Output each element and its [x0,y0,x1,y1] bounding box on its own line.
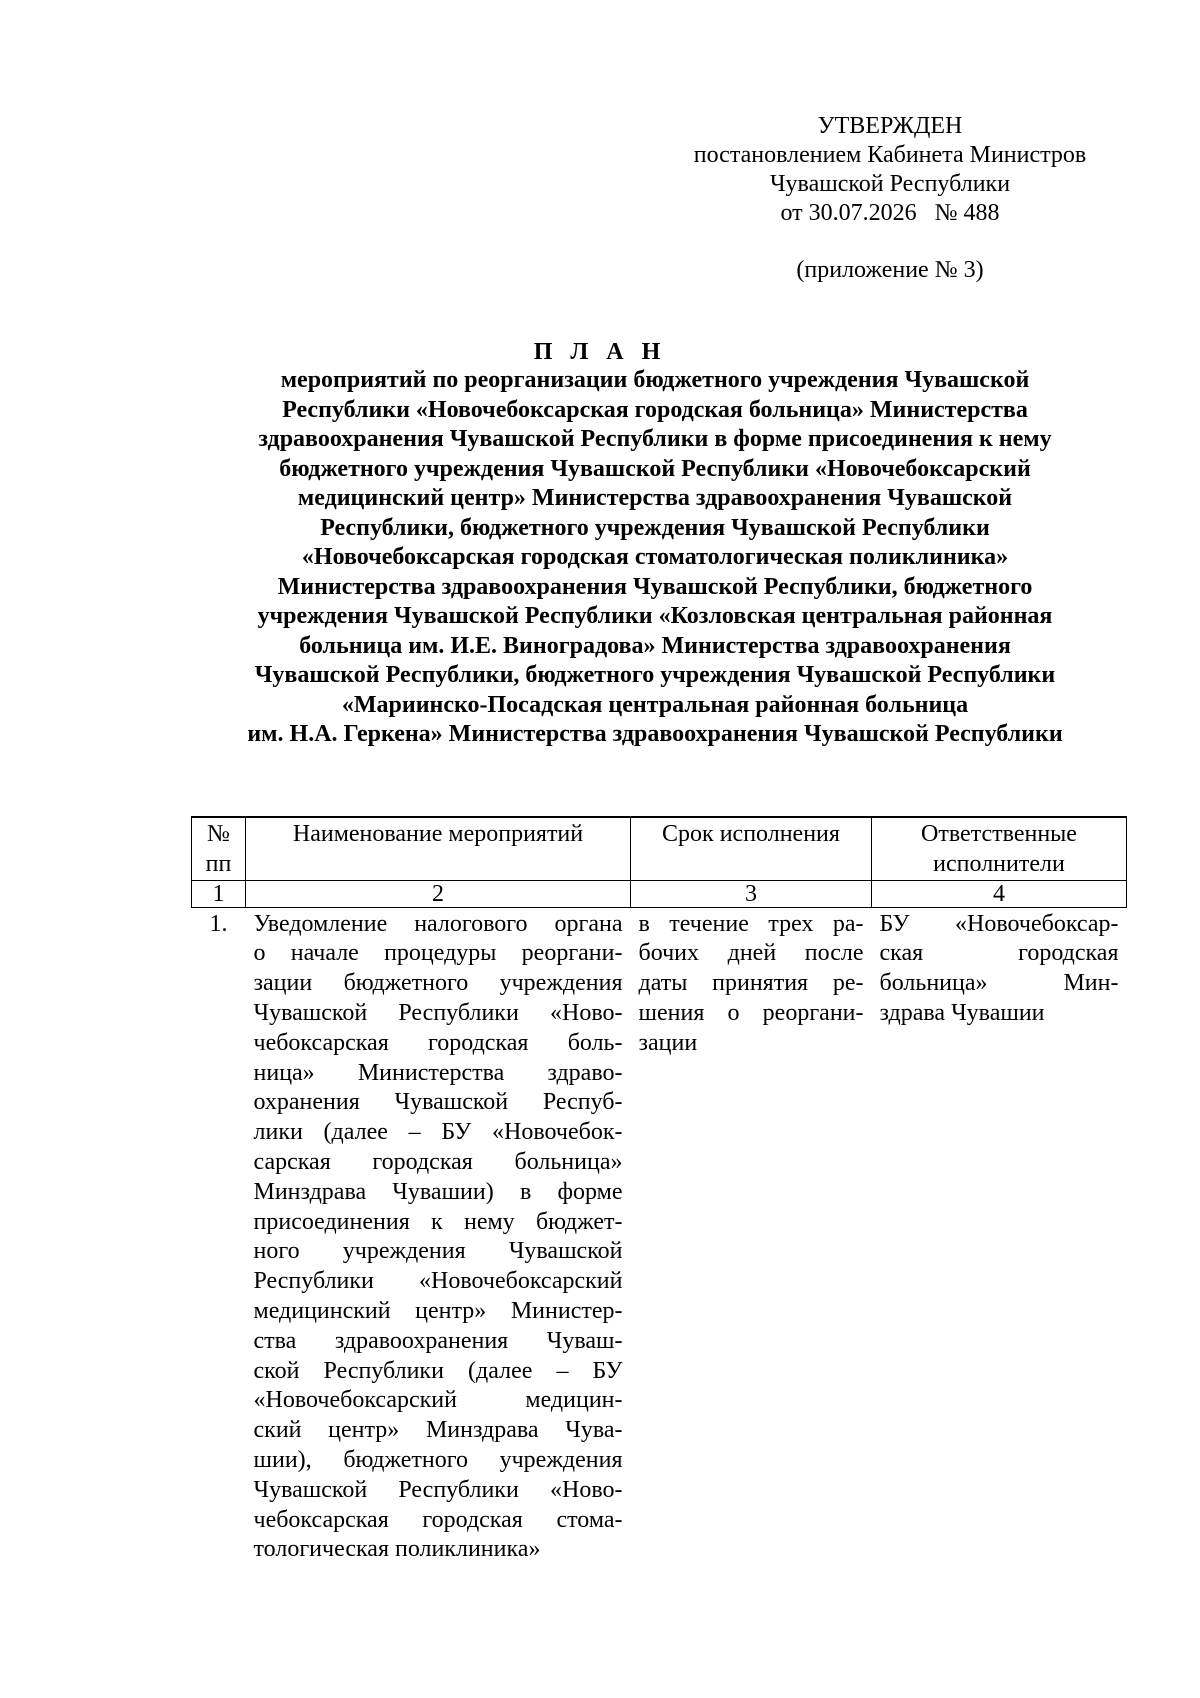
plan-subtitle-line: мероприятий по реорганизации бюджетного учреждения Чувашской [280,367,1030,393]
activity-name-line: о начале процедуры реоргани- [253,940,623,967]
approval-authority: Чувашской Республики [769,171,1011,197]
activity-name-line: зации бюджетного учреждения [253,970,623,997]
activity-name-line: Уведомление налогового органа [253,910,623,937]
plan-subtitle-line: им. Н.А. Геркена» Министерства здравоохранения Чувашской Республики [247,721,1063,747]
column-number-row [192,880,1127,907]
activity-name-line: ница» Министерства здраво- [253,1059,623,1086]
responsible-line: больница» Мин- [879,970,1119,997]
activity-name-line: чебоксарская городская стома- [253,1506,623,1533]
plan-subtitle [200,366,1110,750]
activity-name-line: сарская городская больница» [253,1148,623,1175]
activity-name-line: Минздрава Чувашии) в форме [253,1178,623,1205]
plan-subtitle-line: больница им. И.Е. Виноградова» Министерства здравоохранения [299,632,1011,659]
row-responsible [872,907,1127,1565]
term-line: шения о реоргани- [638,999,864,1026]
approval-date-number: от 30.07.2026 № 488 [780,200,1000,226]
header-name: Наименование мероприятий [246,817,631,880]
plan-subtitle-line: Министерства здравоохранения Чувашской Республики, бюджетного [277,573,1033,600]
header-num-line1: № [207,821,230,847]
plan-subtitle-line: медицинский центр» Министерства здравоохранения Чувашской [297,485,1013,511]
row-number: 1. [209,910,228,937]
responsible-line: БУ «Новочебоксар- [879,910,1119,937]
term-line: в течение трех ра- [638,910,864,937]
term-line: даты принятия ре- [638,970,864,997]
row-term [631,907,872,1565]
header-term: Срок исполнения [631,817,872,880]
activity-name-line: ский центр» Минздрава Чува- [253,1417,623,1444]
activity-name-line: ской Республики (далее – БУ [253,1357,623,1384]
column-number: 3 [631,880,872,907]
row-activity-name [246,907,631,1565]
activity-name-line: присоединения к нему бюджет- [253,1208,623,1235]
activity-name-line: медицинский центр» Министер- [253,1297,623,1324]
plan-subtitle-line: бюджетного учреждения Чувашской Республики «Новочебоксарский [279,455,1031,482]
plan-subtitle-line: «Новочебоксарская городская стоматологическая поликлиника» [301,544,1009,570]
activity-name-line: лики (далее – БУ «Новочебок- [253,1119,623,1146]
activity-name-line: ного учреждения Чувашской [253,1238,623,1265]
activity-name-line: Чувашской Республики «Ново- [253,1476,623,1503]
table-row [192,907,1127,1565]
table-header-row [192,817,1127,880]
activity-name-line: чебоксарская городская боль- [253,1029,623,1056]
header-resp-line1: Ответственные [921,821,1077,847]
plan-subtitle-line: Республики «Новочебоксарская городская больница» Министерства [282,396,1028,423]
activity-name-line: «Новочебоксарский медицин- [253,1387,623,1414]
header-num-line2: пп [205,850,232,877]
activity-name-line: охранения Чувашской Респуб- [253,1089,623,1116]
header-responsible [872,817,1127,880]
column-number: 2 [246,880,631,907]
approval-heading: УТВЕРЖДЕН [817,113,963,139]
plan-subtitle-line: здравоохранения Чувашской Республики в форме присоединения к нему [258,426,1052,452]
responsible-line: ская городская [879,940,1119,967]
activity-name-line: Республики «Новочебоксарский [253,1268,623,1295]
plan-subtitle-line: Республики, бюджетного учреждения Чувашской Республики [320,514,990,541]
plan-table [191,816,1127,1565]
plan-subtitle-line: учреждения Чувашской Республики «Козловская центральная районная [257,603,1053,629]
term-line: зации [638,1029,698,1056]
approval-stamp [640,112,1140,285]
appendix-label: (приложение № 3) [796,257,984,283]
column-number: 1 [192,880,246,907]
approval-decree: постановлением Кабинета Министров [693,142,1087,168]
activity-name-line: шии), бюджетного учреждения [253,1446,623,1473]
header-resp-line2: исполнители [933,850,1065,877]
activity-name-line: тологическая поликлиника» [253,1536,541,1563]
plan-title: П Л А Н [533,339,667,365]
column-number: 4 [872,880,1127,907]
term-line: бочих дней после [638,940,864,967]
plan-subtitle-line: «Мариинско-Посадская центральная районная больница [341,691,969,718]
plan-subtitle-line: Чувашской Республики, бюджетного учреждения Чувашской Республики [254,662,1056,688]
responsible-line: здрава Чувашии [879,999,1045,1026]
activity-name-line: Чувашской Республики «Ново- [253,999,623,1026]
header-num [192,817,246,880]
activity-name-line: ства здравоохранения Чуваш- [253,1327,623,1354]
